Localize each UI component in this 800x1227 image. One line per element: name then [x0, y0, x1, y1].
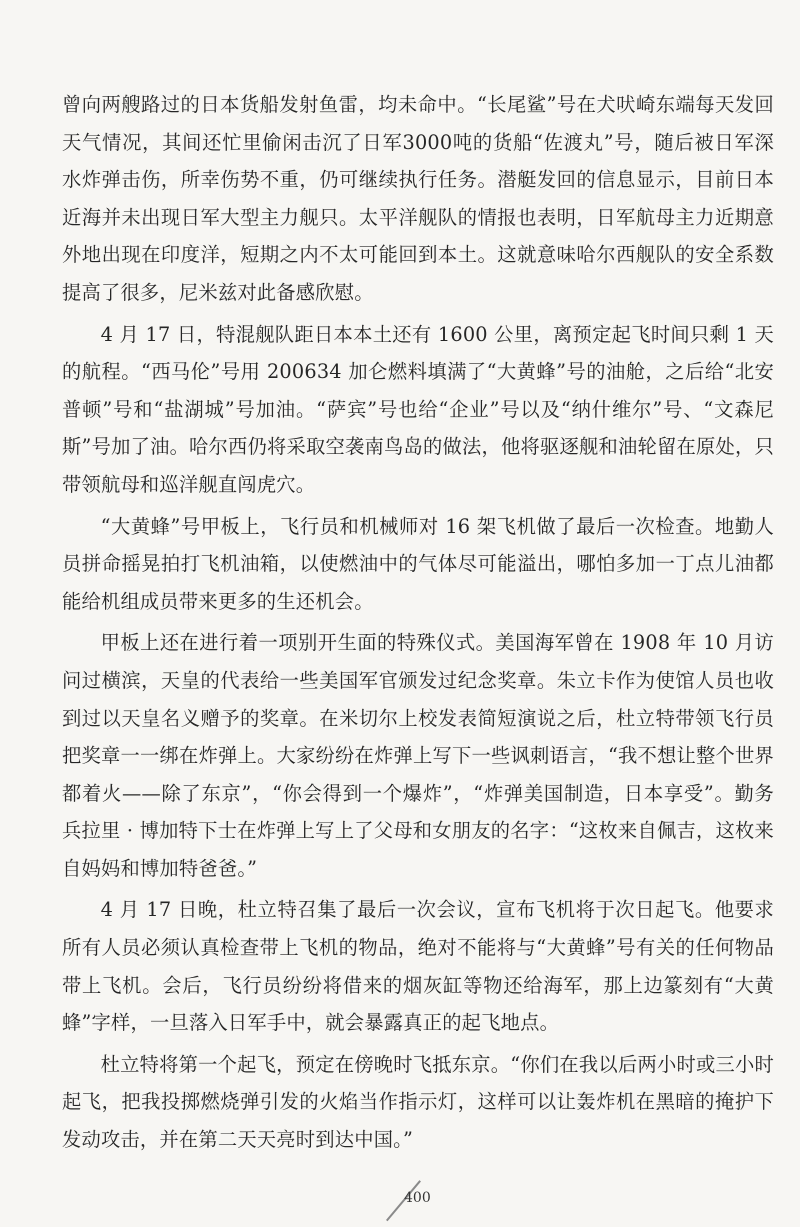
paragraph-4: 甲板上还在进行着一项别开生面的特殊仪式。美国海军曾在 1908 年 10 月访问过横滨，天皇的代表给一些美国军官颁发过纪念奖章。朱立卡作为使馆人员也收到过以天皇名义赠予的奖章。在米切尔上校发表简短演说之后，杜立特带领飞行员把奖章一一绑在炸弹上。大家纷纷在炸弹上写下一些讽刺语言，“我不想让整个世界都着火——除了东京”，“你会得到一个爆炸”，“炸弹美国制造，日本享受”。勤务兵拉里 · 博加特下士在炸弹上写上了父母和女朋友的名字：“这枚来自佩吉，这枚来自妈妈和博加特爸爸。”: [62, 631, 774, 880]
page-number: 400: [404, 1190, 431, 1206]
paragraph-2: 4 月 17 日，特混舰队距日本本土还有 1600 公里，离预定起飞时间只剩 1 天的航程。“西马伦”号用 200634 加仑燃料填满了“大黄蜂”号的油舱，之后给“北安普顿”号和“盐湖城”号加油。“萨宾”号也给“企业”号以及“纳什维尔”号、“文森尼斯”号加了油。哈尔西仍将采取空袭南鸟岛的做法，他将驱逐舰和油轮留在原处，只带领航母和巡洋舰直闯虎穴。: [62, 322, 774, 496]
paragraph-1: 曾向两艘路过的日本货船发射鱼雷，均未命中。“长尾鲨”号在犬吠崎东端每天发回天气情况，其间还忙里偷闲击沉了日军3000吨的货船“佐渡丸”号，随后被日军深水炸弹击伤，所幸伤势不重，仍可继续执行任务。潜艇发回的信息显示，目前日本近海并未出现日军大型主力舰只。太平洋舰队的情报也表明，日军航母主力近期意外地出现在印度洋，短期之内不太可能回到本土。这就意味哈尔西舰队的安全系数提高了很多，尼米兹对此备感欣慰。: [62, 93, 774, 304]
page-footer: [372, 1160, 452, 1220]
paragraph-3: “大黄蜂”号甲板上，飞行员和机械师对 16 架飞机做了最后一次检查。地勤人员拼命摇晃拍打飞机油箱，以使燃油中的气体尽可能溢出，哪怕多加一丁点儿油都能给机组成员带来更多的生还机会。: [62, 514, 774, 613]
paragraph-6: 杜立特将第一个起飞，预定在傍晚时飞抵东京。“你们在我以后两小时或三小时起飞，把我投掷燃烧弹引发的火焰当作指示灯，这样可以让轰炸机在黑暗的掩护下发动攻击，并在第二天天亮时到达中国。”: [62, 1052, 774, 1152]
page-body: [62, 86, 774, 1163]
paragraph-5: 4 月 17 日晚，杜立特召集了最后一次会议，宣布飞机将于次日起飞。他要求所有人员必须认真检查带上飞机的物品，绝对不能将与“大黄蜂”号有关的任何物品带上飞机。会后，飞行员纷纷将借来的烟灰缸等物还给海军，那上边篆刻有“大黄蜂”字样，一旦落入日军手中，就会暴露真正的起飞地点。: [62, 898, 774, 1035]
